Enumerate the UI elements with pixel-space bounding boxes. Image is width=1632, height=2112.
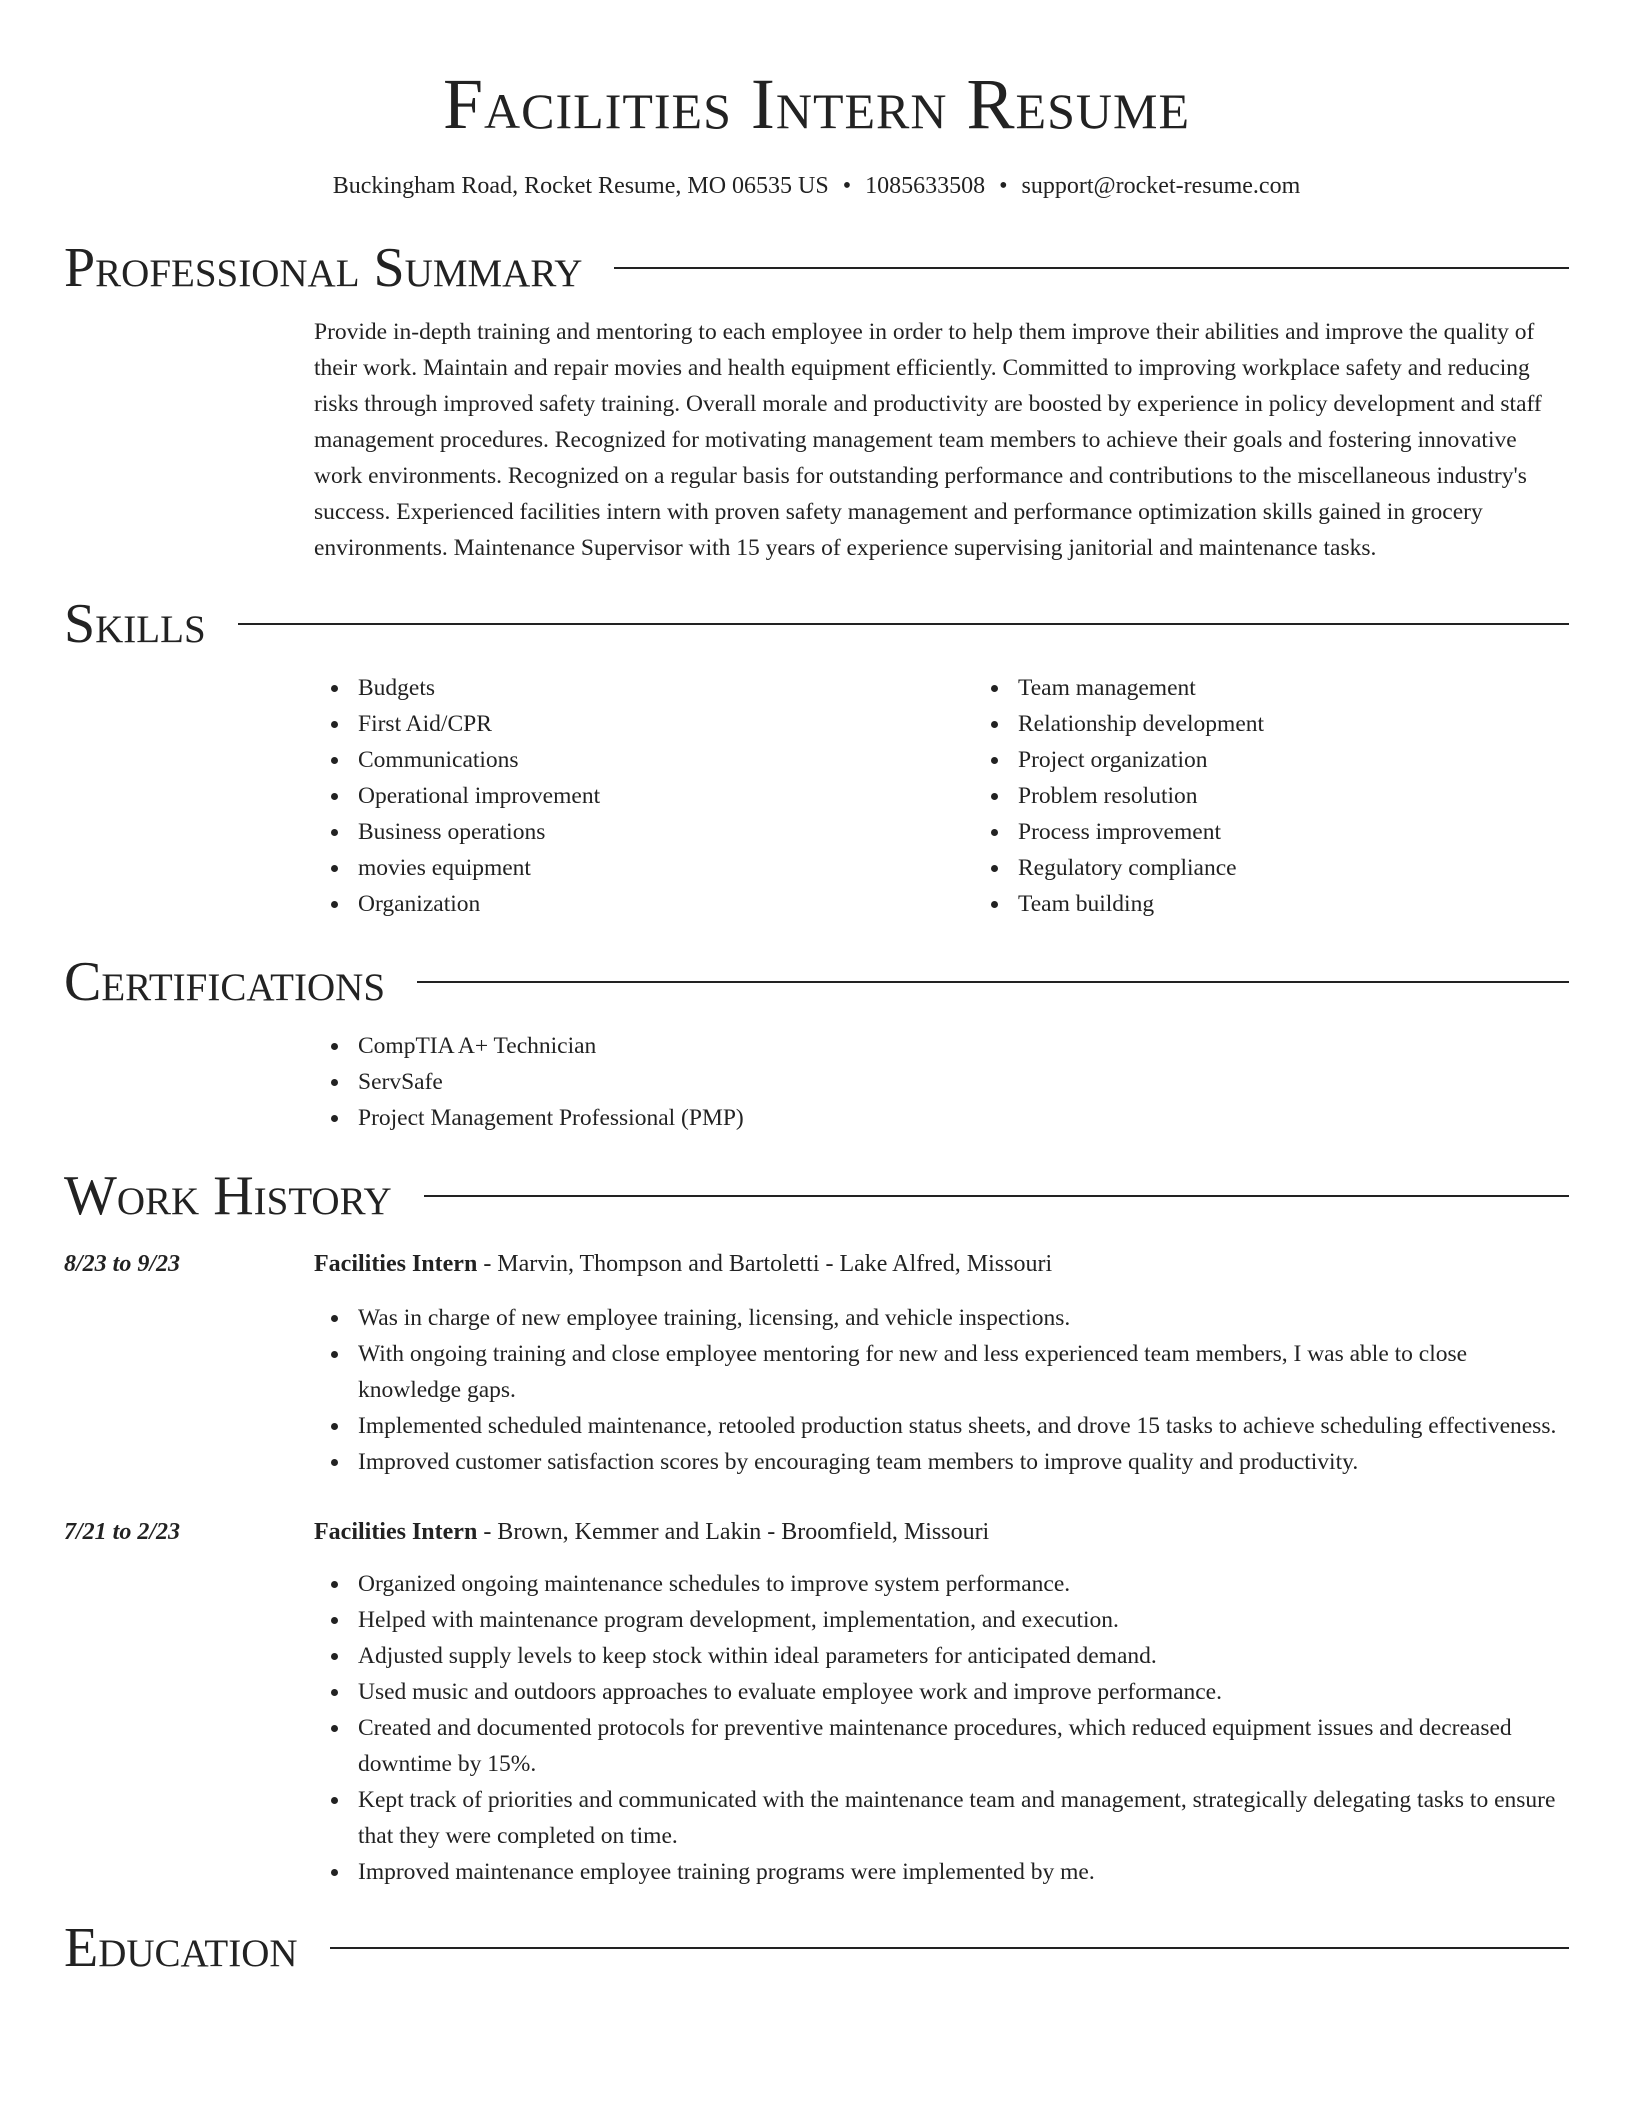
job-bullet: Adjusted supply levels to keep stock within ideal parameters for anticipated demand. — [358, 1638, 1569, 1674]
skill-item: Project organization — [1018, 742, 1632, 778]
certifications-heading: Certifications — [64, 951, 386, 1013]
job-bullet: With ongoing training and close employee mentoring for new and less experienced team members, I was able to close knowledge gaps. — [358, 1336, 1569, 1408]
job-dates: 8/23 to 9/23 — [64, 1251, 181, 1277]
skill-item: Team building — [1018, 886, 1632, 922]
summary-section — [314, 314, 1569, 566]
job-bullet: Organized ongoing maintenance schedules to improve system performance. — [358, 1566, 1569, 1602]
job-title-line — [314, 1246, 1052, 1282]
job-title: Facilities Intern — [314, 1251, 478, 1277]
certification-item: Project Management Professional (PMP) — [358, 1100, 1569, 1136]
skill-item: movies equipment — [358, 850, 974, 886]
job-title-line — [314, 1514, 989, 1550]
certification-item: ServSafe — [358, 1064, 1569, 1100]
skill-item: Relationship development — [1018, 706, 1632, 742]
job-duties — [314, 1300, 1569, 1480]
job-bullet: Helped with maintenance program development, implementation, and execution. — [358, 1602, 1569, 1638]
skills-section — [314, 670, 1569, 922]
work-history-heading: Work History — [64, 1165, 392, 1227]
job-bullet: Improved customer satisfaction scores by encouraging team members to improve quality and productivity. — [358, 1444, 1569, 1480]
section-divider — [417, 981, 1569, 983]
certifications-section — [314, 1028, 1569, 1136]
skill-item: Budgets — [358, 670, 974, 706]
job-employer: - Marvin, Thompson and Bartoletti - Lake Alfred, Missouri — [477, 1251, 1053, 1277]
certifications-section-header — [64, 950, 1569, 1014]
job-entry — [64, 1246, 1569, 1480]
section-divider — [330, 1947, 1569, 1949]
job-duties — [314, 1566, 1569, 1890]
contact-email: support@rocket-resume.com — [1021, 173, 1301, 199]
job-title: Facilities Intern — [314, 1519, 478, 1545]
skill-item: Regulatory compliance — [1018, 850, 1632, 886]
job-dates: 7/21 to 2/23 — [64, 1519, 181, 1545]
job-bullets — [314, 1300, 1569, 1480]
summary-heading: Professional Summary — [64, 237, 583, 299]
education-section-header — [64, 1916, 1569, 1980]
job-entry — [64, 1514, 1569, 1890]
skill-item: Organization — [358, 886, 974, 922]
skill-item: Problem resolution — [1018, 778, 1632, 814]
skill-item: Process improvement — [1018, 814, 1632, 850]
job-bullet: Improved maintenance employee training programs were implemented by me. — [358, 1854, 1569, 1890]
job-employer: - Brown, Kemmer and Lakin - Broomfield, Missouri — [477, 1519, 990, 1545]
section-divider — [424, 1195, 1569, 1197]
education-heading: Education — [64, 1917, 298, 1979]
skills-heading: Skills — [64, 593, 206, 655]
job-bullet: Created and documented protocols for preventive maintenance procedures, which reduced equipment issues and decreased downtime by 15%. — [358, 1710, 1569, 1782]
skills-list-left — [314, 670, 974, 922]
skills-section-header — [64, 592, 1569, 656]
contact-line — [64, 170, 1569, 202]
section-divider — [238, 623, 1569, 625]
work-history-section-header — [64, 1164, 1569, 1228]
skill-item: First Aid/CPR — [358, 706, 974, 742]
contact-separator: • — [842, 173, 852, 199]
certifications-list — [314, 1028, 1569, 1136]
job-bullet: Kept track of priorities and communicated with the maintenance team and management, strategically delegating tasks to ensure that they were completed on time. — [358, 1782, 1569, 1854]
skill-item: Communications — [358, 742, 974, 778]
job-bullet: Used music and outdoors approaches to evaluate employee work and improve performance. — [358, 1674, 1569, 1710]
job-header — [64, 1246, 1569, 1282]
certification-item: CompTIA A+ Technician — [358, 1028, 1569, 1064]
skill-item: Team management — [1018, 670, 1632, 706]
skill-item: Operational improvement — [358, 778, 974, 814]
contact-separator: • — [999, 173, 1008, 199]
summary-section-header — [64, 236, 1569, 300]
skill-item: Business operations — [358, 814, 974, 850]
skills-list-right — [974, 670, 1632, 922]
section-divider — [614, 267, 1569, 269]
contact-address: Buckingham Road, Rocket Resume, MO 06535 US — [332, 173, 829, 199]
job-bullet: Was in charge of new employee training, licensing, and vehicle inspections. — [358, 1300, 1569, 1336]
resume-title: Facilities Intern Resume — [443, 64, 1190, 144]
job-bullet: Implemented scheduled maintenance, retooled production status sheets, and drove 15 tasks to achieve scheduling effectiveness. — [358, 1408, 1569, 1444]
job-header — [64, 1514, 1569, 1550]
summary-text: Provide in-depth training and mentoring to each employee in order to help them improve their abilities and improve the quality of their work. Maintain and repair movies and health equipment efficiently. Committed to improving workplace safety and reducing risks through improved safety training. Overall morale and productivity are boosted by experience in policy development and staff management procedures. Recognized for motivating management team members to achieve their goals and fostering innovative work environments. Recognized on a regular basis for outstanding performance and contributions to the miscellaneous industry's success. Experienced facilities intern with proven safety management and performance optimization skills gained in grocery environments. Maintenance Supervisor with 15 years of experience supervising janitorial and maintenance tasks. — [314, 319, 1542, 561]
job-bullets — [314, 1566, 1569, 1890]
contact-phone: 1085633508 — [865, 173, 986, 199]
